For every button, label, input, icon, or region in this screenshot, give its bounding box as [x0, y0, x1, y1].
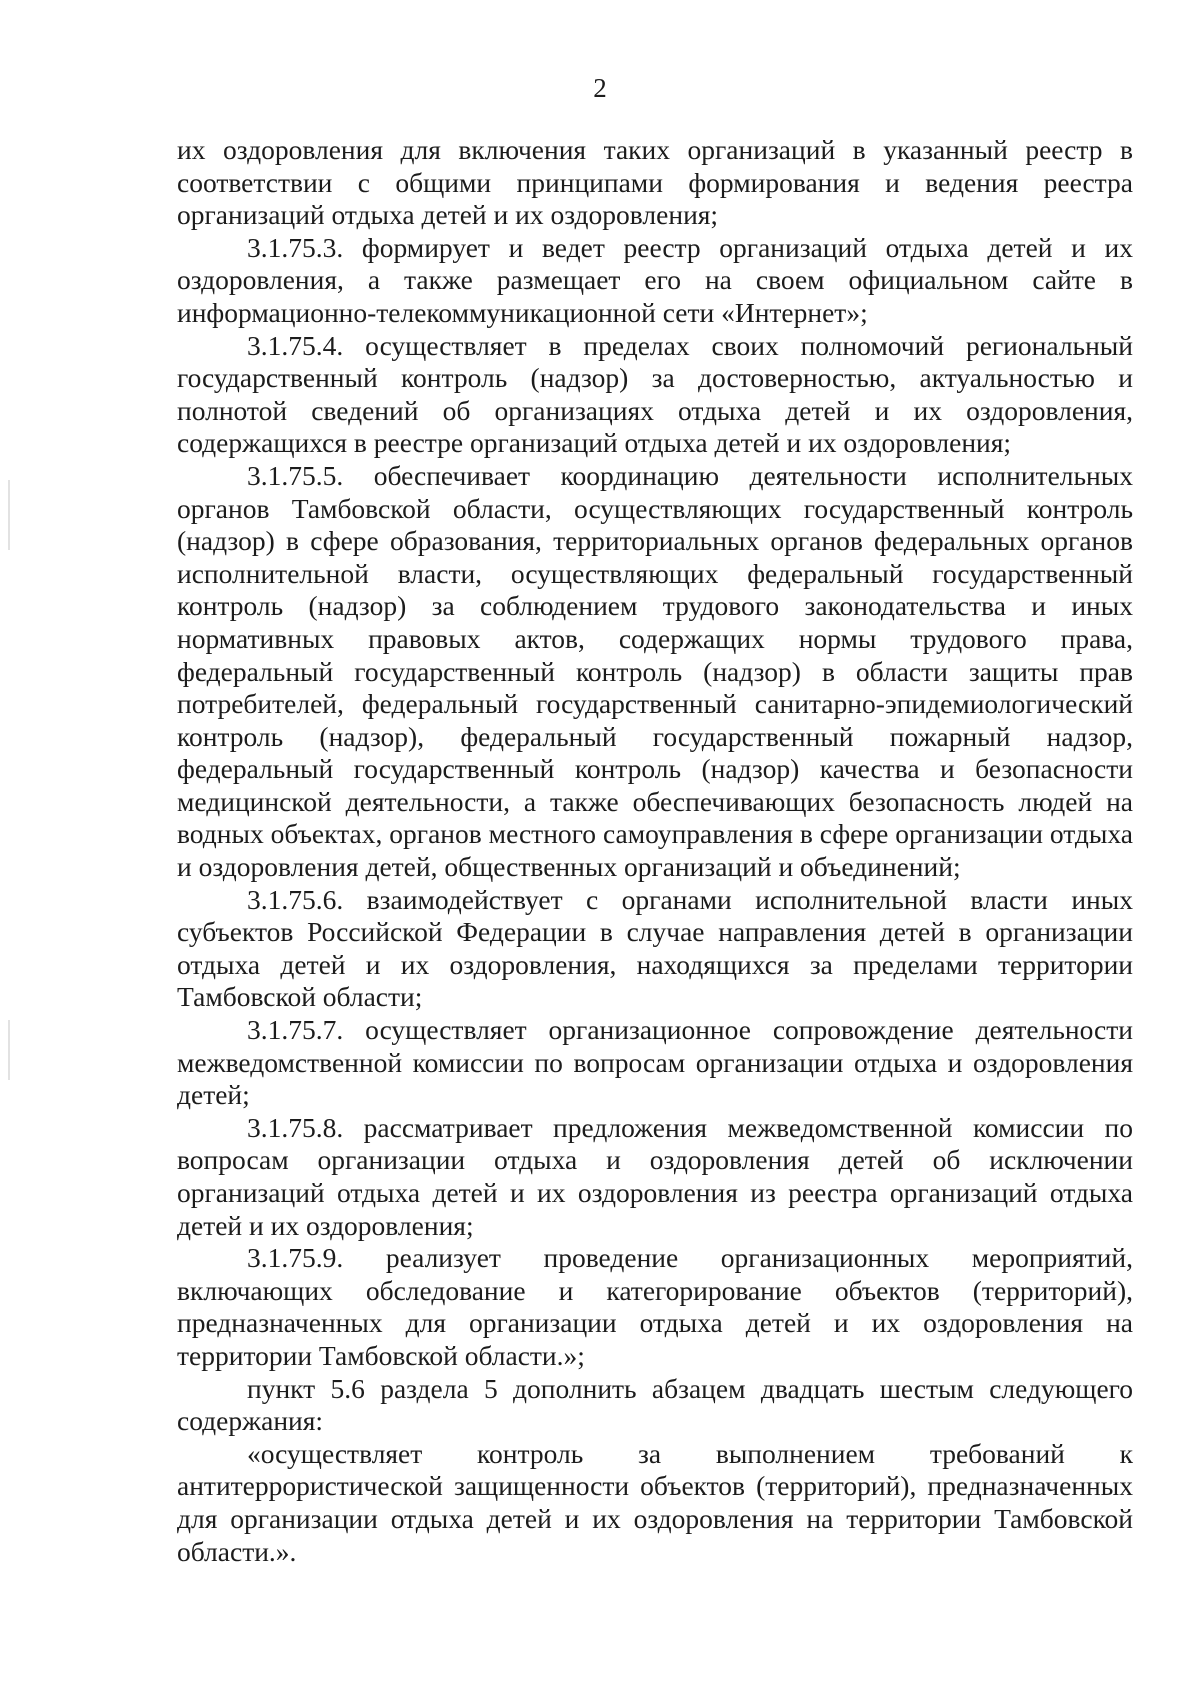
- paragraph-3-1-75-6: 3.1.75.6. взаимодействует с органами исполнительной власти иных субъектов Российской Федерации в случае направления детей в организации отдыха детей и их оздоровления, находящихся за пределами территории Тамбовской области;: [177, 883, 1133, 1013]
- paragraph-3-1-75-7: 3.1.75.7. осуществляет организационное сопровождение деятельности межведомственной комиссии по вопросам организации отдыха и оздоровления детей;: [177, 1014, 1133, 1111]
- paragraph-quoted-addition: «осуществляет контроль за выполнением требований к антитеррористической защищенности объектов (территорий), предназначенных для организации отдыха детей и их оздоровления на территории Тамбовской области.».: [177, 1437, 1133, 1567]
- scan-edge-mark: [8, 480, 10, 550]
- paragraph-continuation: их оздоровления для включения таких организаций в указанный реестр в соответствии с общими принципами формирования и ведения реестра организаций отдыха детей и их оздоровления;: [177, 134, 1133, 231]
- paragraph-3-1-75-4: 3.1.75.4. осуществляет в пределах своих полномочий региональный государственный контроль (надзор) за достоверностью, актуальностью и полнотой сведений об организациях отдыха детей и их оздоровления, содержащихся в реестре организаций отдыха детей и их оздоровления;: [177, 329, 1133, 459]
- scan-edge-mark: [8, 1020, 10, 1080]
- document-body: [177, 134, 1133, 1568]
- paragraph-amendment-5-6: пункт 5.6 раздела 5 дополнить абзацем двадцать шестым следующего содержания:: [177, 1372, 1133, 1437]
- page-number: 2: [593, 73, 607, 103]
- paragraph-3-1-75-9: 3.1.75.9. реализует проведение организационных мероприятий, включающих обследование и категорирование объектов (территорий), предназначенных для организации отдыха детей и их оздоровления на территории Тамбовской области.»;: [177, 1242, 1133, 1371]
- paragraph-3-1-75-3: 3.1.75.3. формирует и ведет реестр организаций отдыха детей и их оздоровления, а также размещает его на своем официальном сайте в информационно-телекоммуникационной сети «Интернет»;: [177, 231, 1133, 328]
- paragraph-3-1-75-5: 3.1.75.5. обеспечивает координацию деятельности исполнительных органов Тамбовской области, осуществляющих государственный контроль (надзор) в сфере образования, территориальных органов федеральных органов исполнительной власти, осуществляющих федеральный государственный контроль (надзор) за соблюдением трудового законодательства и иных нормативных правовых актов, содержащих нормы трудового права, федеральный государственный контроль (надзор) в области защиты прав потребителей, федеральный государственный санитарно-эпидемиологический контроль (надзор), федеральный государственный пожарный надзор, федеральный государственный контроль (надзор) качества и безопасности медицинской деятельности, а также обеспечивающих безопасность людей на водных объектах, органов местного самоуправления в сфере организации отдыха и оздоровления детей, общественных организаций и объединений;: [177, 459, 1133, 883]
- paragraph-3-1-75-8: 3.1.75.8. рассматривает предложения межведомственной комиссии по вопросам организации отдыха и оздоровления детей об исключении организаций отдыха детей и их оздоровления из реестра организаций отдыха детей и их оздоровления;: [177, 1111, 1133, 1241]
